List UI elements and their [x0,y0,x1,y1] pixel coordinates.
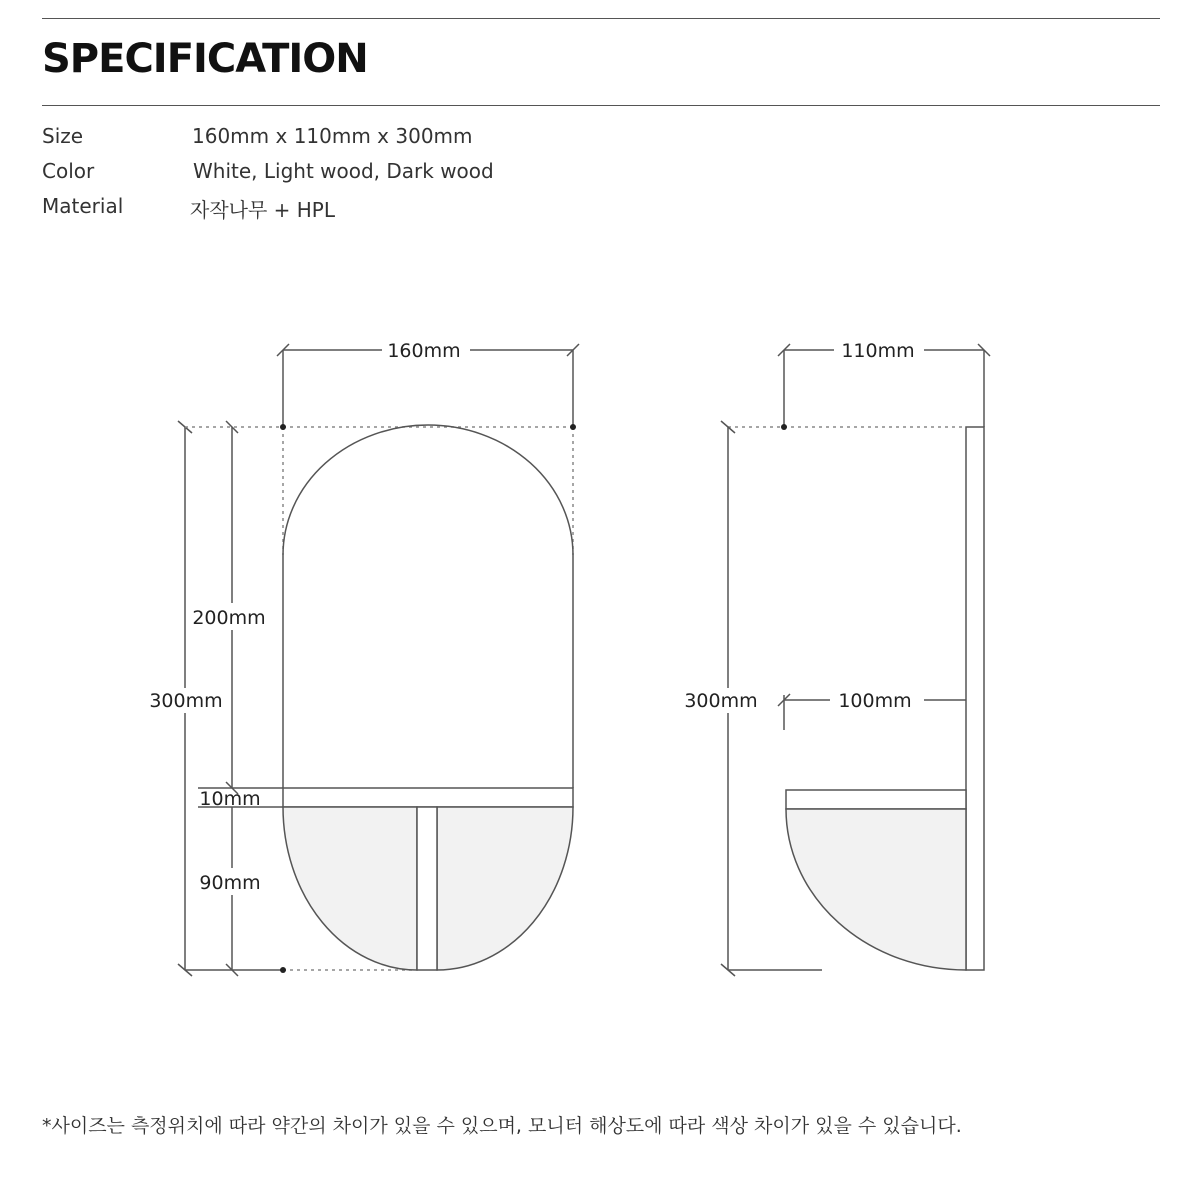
spec-label: Color [42,159,95,183]
front-shelf-label: 10mm [199,788,261,810]
side-shelf-label: 100mm [838,690,912,712]
side-back-panel [966,427,984,970]
spec-label: Size [42,124,84,148]
side-lower-panel [786,809,966,970]
front-lower-left-panel [283,807,417,970]
front-top-arch [283,425,573,555]
side-height-label: 300mm [684,690,758,712]
front-height-label: 300mm [149,690,223,712]
spec-value: 자작나무 + HPL [190,198,335,222]
side-depth-label: 110mm [841,340,915,362]
front-shelf [283,788,573,807]
disclaimer-note: *사이즈는 측정위치에 따라 약간의 차이가 있을 수 있으며, 모니터 해상도에 따라 색상 차이가 있을 수 있습니다. [42,1115,962,1137]
front-width-label: 160mm [387,340,461,362]
front-upper-label: 200mm [192,607,266,629]
front-center-support [417,807,437,970]
side-corner-dots [781,424,787,430]
page-title: SPECIFICATION [42,36,368,82]
spec-label: Material [42,194,124,218]
front-lower-right-panel [437,807,573,970]
spec-value: 160mm x 110mm x 300mm [192,124,473,148]
spec-value: White, Light wood, Dark wood [193,159,494,183]
side-shelf [786,790,966,809]
side-view [721,344,990,976]
front-lower-label: 90mm [199,872,261,894]
